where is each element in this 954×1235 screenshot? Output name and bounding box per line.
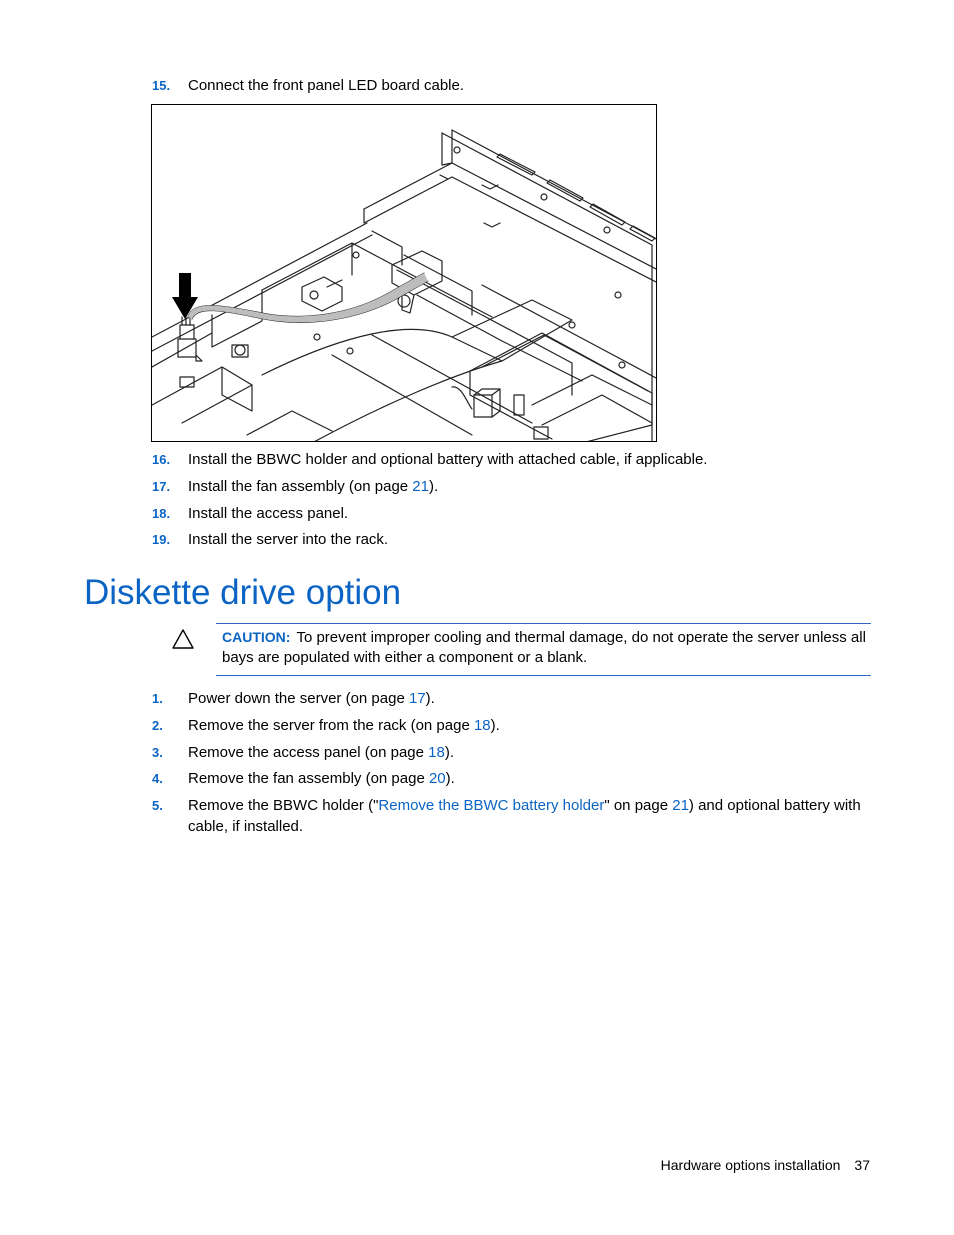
page-link-18[interactable]: 18 (473, 717, 491, 734)
page-link-21[interactable]: 21 (412, 478, 429, 495)
led-cable-figure (151, 104, 657, 442)
step-text: Install the BBWC holder and optional battery with attached cable, if applicable. (188, 451, 708, 468)
step-number: 16. (152, 452, 171, 467)
caution-triangle-icon (171, 628, 195, 650)
step-text: Remove the BBWC holder ("Remove the BBWC battery holder" on page 21) and optional battery with cable, if installed. (188, 797, 861, 835)
caution-message (222, 627, 870, 668)
step-number: 15. (152, 78, 171, 93)
step-text: Remove the access panel (on page 18). (188, 744, 455, 761)
page-link-20[interactable]: 20 (428, 770, 446, 787)
step-text: Install the access panel. (188, 505, 349, 522)
step-number: 1. (152, 691, 163, 706)
step-text: Remove the fan assembly (on page 20). (188, 770, 455, 787)
step-number: 19. (152, 532, 171, 547)
step-text: Install the fan assembly (on page 21). (188, 478, 439, 495)
caution-label: CAUTION: (222, 629, 291, 645)
page-footer (560, 1157, 870, 1173)
step-number: 5. (152, 798, 163, 813)
step-number: 2. (152, 718, 163, 733)
caution-body: To prevent improper cooling and thermal damage, do not operate the server unless all bays are populated with either a component or a blank. (222, 629, 866, 666)
chassis-line-drawing (152, 105, 657, 442)
step-text: Remove the server from the rack (on page 18). (188, 717, 500, 734)
step-number: 18. (152, 506, 171, 521)
step-number: 4. (152, 771, 163, 786)
bbwc-holder-link[interactable]: Remove the BBWC battery holder (378, 797, 605, 814)
step-number: 17. (152, 479, 171, 494)
footer-section-name: Hardware options installation (660, 1157, 841, 1173)
page-link-18[interactable]: 18 (428, 744, 445, 761)
page-link-21[interactable]: 21 (672, 797, 689, 814)
step-text: Power down the server (on page 17). (188, 690, 435, 707)
step-text: Connect the front panel LED board cable. (188, 77, 465, 94)
section-title: Diskette drive option (84, 573, 402, 612)
page-number: 37 (854, 1157, 870, 1173)
step-number: 3. (152, 745, 163, 760)
page-link-17[interactable]: 17 (408, 690, 426, 707)
step-text: Install the server into the rack. (188, 531, 389, 548)
